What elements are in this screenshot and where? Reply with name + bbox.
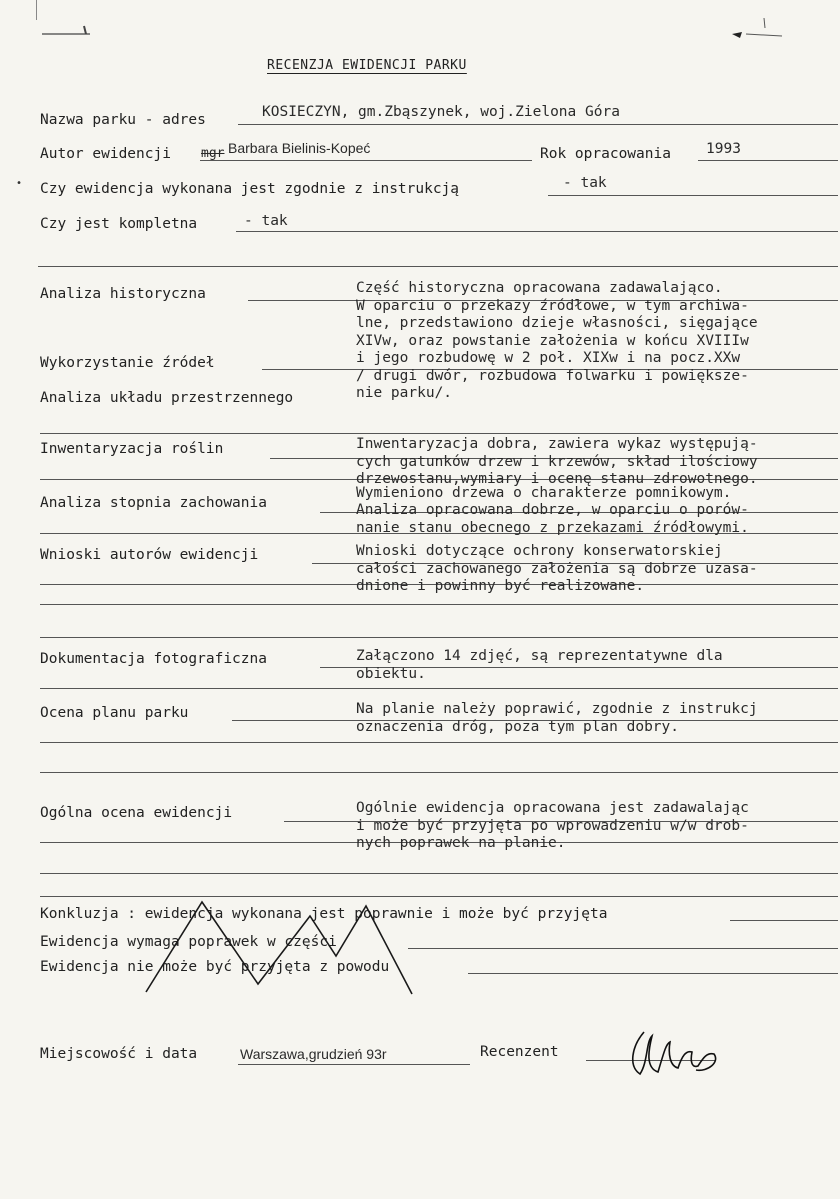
historical-text-line: XIVw, oraz powstanie założenia w końcu XVIIIw bbox=[356, 332, 749, 349]
historical-text-line: i jego rozbudowę w 2 poł. XIXw i na pocz.XXw bbox=[356, 350, 741, 366]
park-line bbox=[238, 124, 838, 125]
instruction-value: - tak bbox=[563, 175, 607, 191]
plan-text-line: oznaczenia dróg, poza tym plan dobry. bbox=[356, 718, 680, 735]
author-value: Barbara Bielinis-Kopeć bbox=[228, 140, 371, 156]
corner-mark-left bbox=[40, 18, 100, 38]
historical-text-line: W oparciu o przekazy źródłowe, w tym archiwa- bbox=[356, 297, 749, 314]
overall-text-line: Ogólnie ewidencja opracowana jest zadawalając bbox=[356, 800, 749, 816]
corner-mark-right bbox=[728, 14, 788, 44]
plan-text-line: Na planie należy poprawić, zgodnie z instrukcj bbox=[356, 701, 758, 717]
historical-text-line: nie parku/. bbox=[356, 385, 453, 401]
conclusions-text-line: całości zachowanego założenia są dobrze uzasa- bbox=[356, 560, 758, 577]
conclusion-line-3: Ewidencja nie może być przyjęta z powodu bbox=[40, 959, 390, 975]
condition-label: Analiza stopnia zachowania bbox=[40, 495, 267, 511]
reviewer-label: Recenzent bbox=[480, 1044, 559, 1060]
historical-label: Analiza historyczna bbox=[40, 286, 206, 302]
photo-text bbox=[356, 648, 723, 683]
photo-text-line: obiektu. bbox=[356, 665, 426, 682]
conclusions-label: Wnioski autorów ewidencji bbox=[40, 547, 259, 563]
margin-mark bbox=[36, 0, 37, 20]
place-date-label: Miejscowość i data bbox=[40, 1046, 198, 1062]
conclusion-rule-2 bbox=[408, 948, 838, 949]
conclusions-line-4 bbox=[40, 637, 838, 638]
plan-line-3 bbox=[40, 772, 838, 773]
place-date-value: Warszawa,grudzień 93r bbox=[240, 1046, 387, 1062]
plants-text-line: Wymieniono drzewa o charakterze pomnikowym. bbox=[356, 484, 732, 501]
overall-label: Ogólna ocena ewidencji bbox=[40, 805, 233, 821]
overall-line-3 bbox=[40, 873, 838, 874]
conclusion-line-1: Konkluzja : ewidencja wykonana jest poprawnie i może być przyjęta bbox=[40, 906, 608, 922]
overall-text bbox=[356, 800, 749, 853]
overall-text-line: i może być przyjęta po wprowadzeniu w/w drob- bbox=[356, 817, 749, 834]
margin-dot: • bbox=[16, 178, 23, 189]
plants-text-line: Analiza opracowana dobrze, w oparciu o porów- bbox=[356, 502, 749, 518]
historical-text bbox=[356, 280, 758, 403]
plants-text-line: cych gatunków drzew i krzewów, skład ilościowy bbox=[356, 453, 758, 470]
conclusion-rule-1 bbox=[730, 920, 838, 921]
photo-line-2 bbox=[40, 688, 838, 689]
author-title: mgr bbox=[201, 146, 225, 161]
crossout-zigzag bbox=[140, 896, 430, 996]
spatial-line bbox=[40, 433, 838, 434]
photo-text-line: Załączono 14 zdjęć, są reprezentatywne dla bbox=[356, 648, 723, 664]
plants-text bbox=[356, 436, 758, 537]
plants-text-line: Inwentaryzacja dobra, zawiera wykaz występują- bbox=[356, 436, 758, 452]
plan-text bbox=[356, 701, 758, 736]
separator-line bbox=[38, 266, 838, 267]
year-line bbox=[698, 160, 838, 161]
conclusion-line-2: Ewidencja wymaga poprawek w części bbox=[40, 934, 337, 950]
conclusions-text bbox=[356, 543, 758, 596]
instruction-line bbox=[548, 195, 838, 196]
plants-text-line: nanie stanu obecnego z przekazami źródłowymi. bbox=[356, 519, 749, 536]
author-line bbox=[200, 160, 532, 161]
author-label: Autor ewidencji bbox=[40, 146, 171, 162]
document-title: RECENZJA EWIDENCJI PARKU bbox=[267, 58, 467, 73]
complete-line bbox=[236, 231, 838, 232]
complete-label: Czy jest kompletna bbox=[40, 216, 198, 232]
instruction-label: Czy ewidencja wykonana jest zgodnie z instrukcją bbox=[40, 181, 460, 197]
overall-text-line: nych poprawek na planie. bbox=[356, 835, 566, 851]
conclusion-rule-3 bbox=[468, 973, 838, 974]
park-value: KOSIECZYN, gm.Zbąszynek, woj.Zielona Góra bbox=[262, 104, 620, 120]
plan-line-2 bbox=[40, 742, 838, 743]
plants-text-line: drzewostanu,wymiary i ocenę stanu zdrowotnego. bbox=[356, 471, 758, 487]
plan-label: Ocena planu parku bbox=[40, 705, 189, 721]
complete-value: - tak bbox=[244, 213, 288, 229]
sources-label: Wykorzystanie źródeł bbox=[40, 355, 215, 371]
plants-label: Inwentaryzacja roślin bbox=[40, 441, 224, 457]
year-label: Rok opracowania bbox=[540, 146, 671, 162]
conclusions-line-3 bbox=[40, 604, 838, 605]
place-date-line bbox=[238, 1064, 470, 1065]
photo-label: Dokumentacja fotograficzna bbox=[40, 651, 267, 667]
historical-text-line: / drugi dwór, rozbudowa folwarku i powiększe- bbox=[356, 367, 749, 384]
historical-text-line: lne, przedstawiono dzieje własności, sięgające bbox=[356, 315, 758, 331]
historical-text-line: Część historyczna opracowana zadawalająco. bbox=[356, 280, 723, 296]
year-value: 1993 bbox=[706, 141, 741, 157]
park-label: Nazwa parku - adres bbox=[40, 112, 206, 128]
spatial-label: Analiza układu przestrzennego bbox=[40, 390, 294, 406]
conclusions-text-line: Wnioski dotyczące ochrony konserwatorskiej bbox=[356, 543, 723, 559]
reviewer-signature bbox=[626, 1022, 726, 1082]
conclusions-text-line: dnione i powinny być realizowane. bbox=[356, 578, 645, 594]
